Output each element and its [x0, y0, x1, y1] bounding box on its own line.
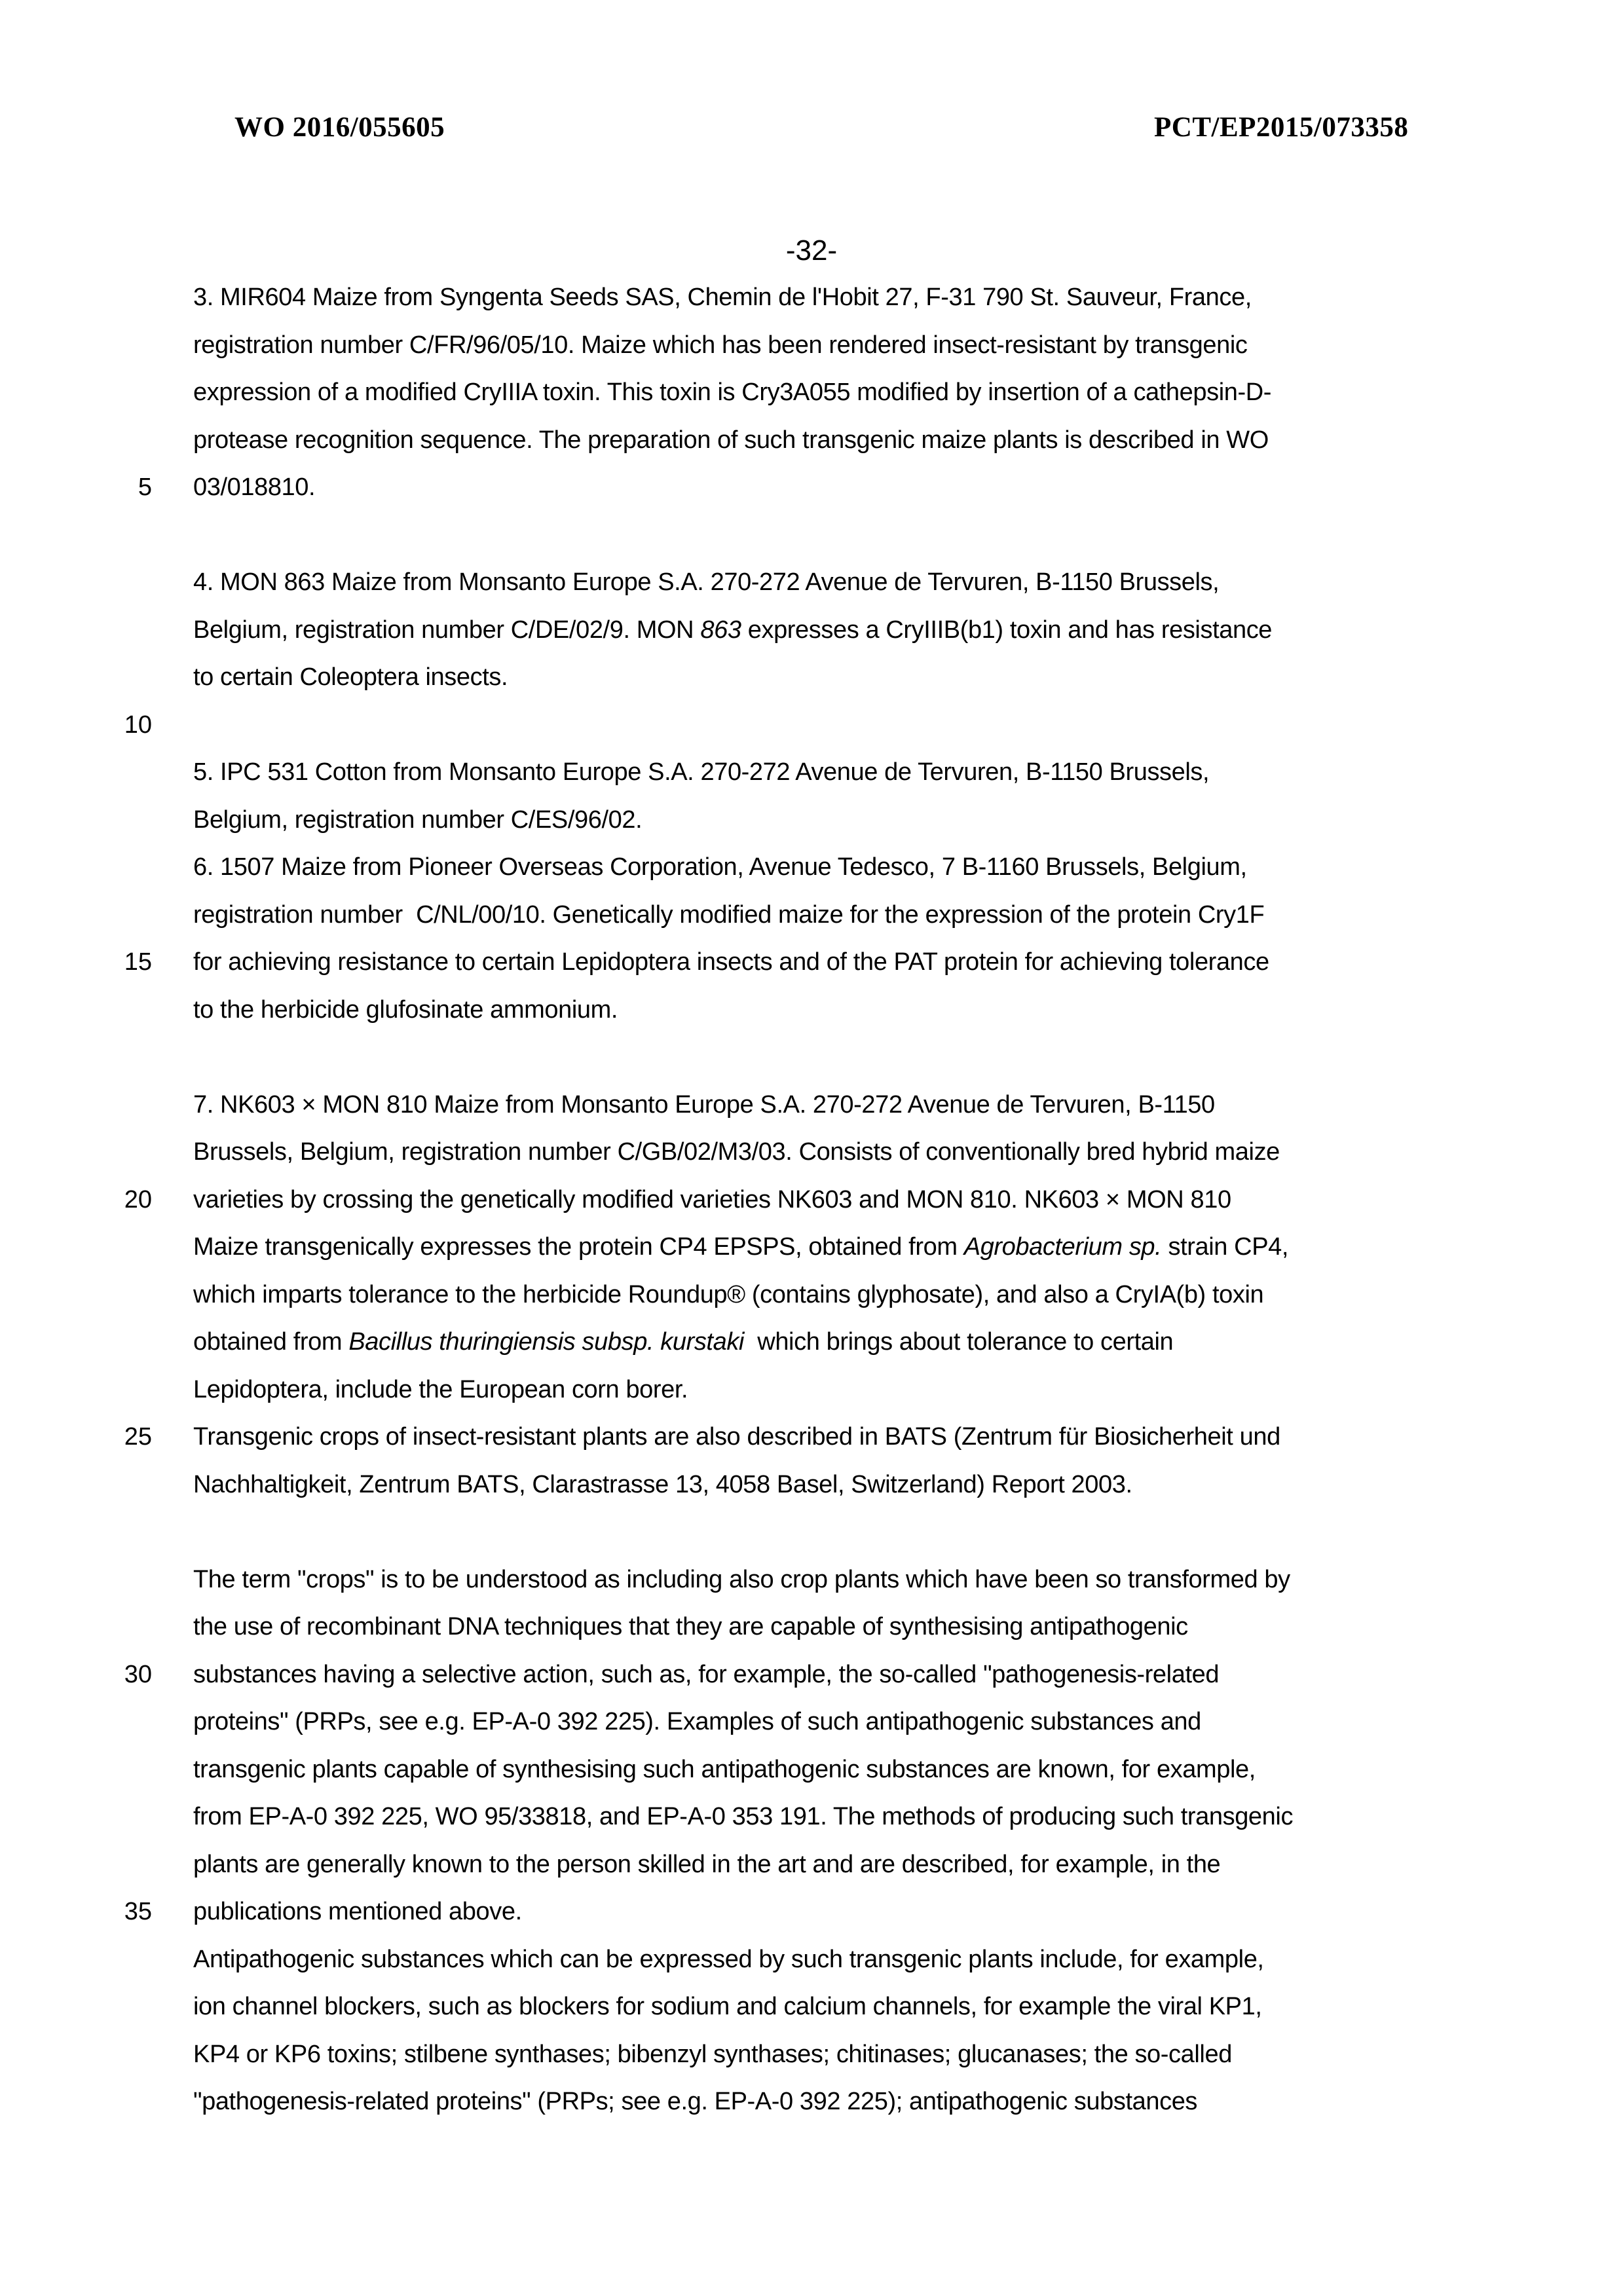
text-line: [193, 559, 1477, 606]
text-line: [193, 322, 1477, 369]
text-segment: 4. MON 863 Maize from Monsanto Europe S.A. 270-272 Avenue de Tervuren, B-1150 Brussels,: [193, 568, 1220, 596]
text-line: [193, 1413, 1477, 1461]
text-line: [193, 369, 1477, 417]
text-segment: to certain Coleoptera insects.: [193, 663, 508, 691]
text-line: [193, 986, 1477, 1034]
text-segment: "pathogenesis-related proteins" (PRPs; see e.g. EP-A-0 392 225); antipathogenic substances: [193, 2088, 1198, 2115]
text-line: [193, 654, 1477, 701]
text-line: [193, 1461, 1477, 1509]
text-segment: The term "crops" is to be understood as including also crop plants which have been so transformed by: [193, 1565, 1290, 1593]
text-line: [193, 606, 1477, 654]
text-segment: 5. IPC 531 Cotton from Monsanto Europe S.A. 270-272 Avenue de Tervuren, B-1150 Brussels,: [193, 758, 1210, 786]
text-line: [193, 843, 1477, 891]
text-line: [193, 1366, 1477, 1414]
text-segment: obtained from: [193, 1328, 349, 1356]
body-text: [193, 274, 1477, 2126]
text-segment: 03/018810.: [193, 473, 316, 501]
text-segment: for achieving resistance to certain Lepidoptera insects and of the PAT protein for achieving tolerance: [193, 948, 1269, 976]
text-segment: Lepidoptera, include the European corn borer.: [193, 1375, 688, 1403]
text-segment: transgenic plants capable of synthesising such antipathogenic substances are known, for example,: [193, 1755, 1256, 1783]
text-line: [193, 1081, 1477, 1129]
text-line: [193, 701, 1477, 749]
text-line: [193, 1508, 1477, 1556]
text-line: [193, 1176, 1477, 1224]
text-segment: Brussels, Belgium, registration number C/GB/02/M3/03. Consists of conventionally bred hybrid maize: [193, 1138, 1280, 1166]
text-line: [193, 1841, 1477, 1889]
text-segment: Antipathogenic substances which can be expressed by such transgenic plants include, for example,: [193, 1945, 1264, 1973]
text-line: [193, 891, 1477, 939]
italic-text-segment: Agrobacterium sp.: [963, 1233, 1162, 1261]
text-line: [193, 1318, 1477, 1366]
text-segment: varieties by crossing the genetically modified varieties NK603 and MON 810. NK603 × MON 810: [193, 1185, 1231, 1213]
text-segment: registration number C/NL/00/10. Genetically modified maize for the expression of the protein Cry1F: [193, 900, 1265, 929]
italic-text-segment: 863: [700, 616, 741, 644]
text-line: [193, 2031, 1477, 2079]
line-number-column: [105, 0, 152, 2296]
text-segment: Belgium, registration number C/ES/96/02.: [193, 805, 643, 834]
text-line: [193, 1223, 1477, 1271]
text-segment: which brings about tolerance to certain: [743, 1328, 1174, 1356]
text-segment: Belgium, registration number C/DE/02/9. MON: [193, 616, 701, 644]
text-line: [193, 1983, 1477, 2031]
text-segment: Nachhaltigkeit, Zentrum BATS, Clarastrasse 13, 4058 Basel, Switzerland) Report 2003.: [193, 1470, 1132, 1498]
text-line: [193, 417, 1477, 464]
text-line: [193, 1271, 1477, 1319]
publication-number: WO 2016/055605: [234, 112, 445, 143]
text-line: [193, 1603, 1477, 1651]
italic-text-segment: Bacillus thuringiensis subsp. kurstaki: [348, 1328, 744, 1356]
text-segment: ion channel blockers, such as blockers for sodium and calcium channels, for example the viral KP1,: [193, 1993, 1262, 2020]
text-segment: KP4 or KP6 toxins; stilbene synthases; bibenzyl synthases; chitinases; glucanases; the so-called: [193, 2040, 1232, 2068]
text-segment: expresses a CryIIIB(b1) toxin and has resistance: [741, 616, 1273, 644]
text-segment: proteins" (PRPs, see e.g. EP-A-0 392 225). Examples of such antipathogenic substances and: [193, 1708, 1201, 1735]
page-number: -32-: [785, 234, 838, 267]
text-segment: to the herbicide glufosinate ammonium.: [193, 995, 618, 1024]
text-line: [193, 1556, 1477, 1604]
text-line: [193, 938, 1477, 986]
text-line: [193, 464, 1477, 511]
text-segment: Transgenic crops of insect-resistant plants are also described in BATS (Zentrum für Biosicherheit und: [193, 1423, 1280, 1451]
text-segment: Maize transgenically expresses the protein CP4 EPSPS, obtained from: [193, 1233, 964, 1261]
text-line: [193, 511, 1477, 559]
text-segment: registration number C/FR/96/05/10. Maize which has been rendered insect-resistant by transgenic: [193, 331, 1248, 359]
text-segment: 3. MIR604 Maize from Syngenta Seeds SAS, Chemin de l'Hobit 27, F-31 790 St. Sauveur, France,: [193, 284, 1252, 311]
margin-line-number: 10: [124, 711, 152, 739]
text-line: [193, 1033, 1477, 1081]
text-segment: publications mentioned above.: [193, 1898, 522, 1925]
text-line: [193, 1651, 1477, 1699]
text-segment: expression of a modified CryIIIA toxin. This toxin is Cry3A055 modified by insertion of a cathepsin-D-: [193, 379, 1272, 406]
text-line: [193, 1746, 1477, 1794]
text-segment: 6. 1507 Maize from Pioneer Overseas Corporation, Avenue Tedesco, 7 B-1160 Brussels, Belgium,: [193, 853, 1247, 881]
text-line: [193, 1698, 1477, 1746]
application-number: PCT/EP2015/073358: [1154, 112, 1409, 143]
text-segment: plants are generally known to the person skilled in the art and are described, for example, in the: [193, 1850, 1221, 1878]
text-line: [193, 1936, 1477, 1984]
margin-line-number: 30: [124, 1660, 152, 1688]
text-segment: from EP-A-0 392 225, WO 95/33818, and EP-A-0 353 191. The methods of producing such transgenic: [193, 1803, 1294, 1830]
text-line: [193, 2078, 1477, 2126]
text-line: [193, 1128, 1477, 1176]
text-segment: strain CP4,: [1161, 1233, 1289, 1261]
text-segment: substances having a selective action, such as, for example, the so-called "pathogenesis-related: [193, 1660, 1220, 1688]
margin-line-number: 25: [124, 1423, 152, 1451]
text-line: [193, 1888, 1477, 1936]
margin-line-number: 15: [124, 948, 152, 976]
text-line: [193, 749, 1477, 796]
text-segment: 7. NK603 × MON 810 Maize from Monsanto Europe S.A. 270-272 Avenue de Tervuren, B-1150: [193, 1090, 1215, 1119]
text-segment: the use of recombinant DNA techniques that they are capable of synthesising antipathogenic: [193, 1613, 1188, 1640]
text-segment: protease recognition sequence. The preparation of such transgenic maize plants is described in WO: [193, 426, 1269, 454]
text-segment: which imparts tolerance to the herbicide Roundup® (contains glyphosate), and also a CryIA(b) toxin: [193, 1280, 1264, 1308]
margin-line-number: 20: [124, 1185, 152, 1213]
text-line: [193, 1793, 1477, 1841]
margin-line-number: 5: [138, 473, 152, 501]
margin-line-number: 35: [124, 1898, 152, 1925]
text-line: [193, 796, 1477, 844]
text-line: [193, 274, 1477, 322]
